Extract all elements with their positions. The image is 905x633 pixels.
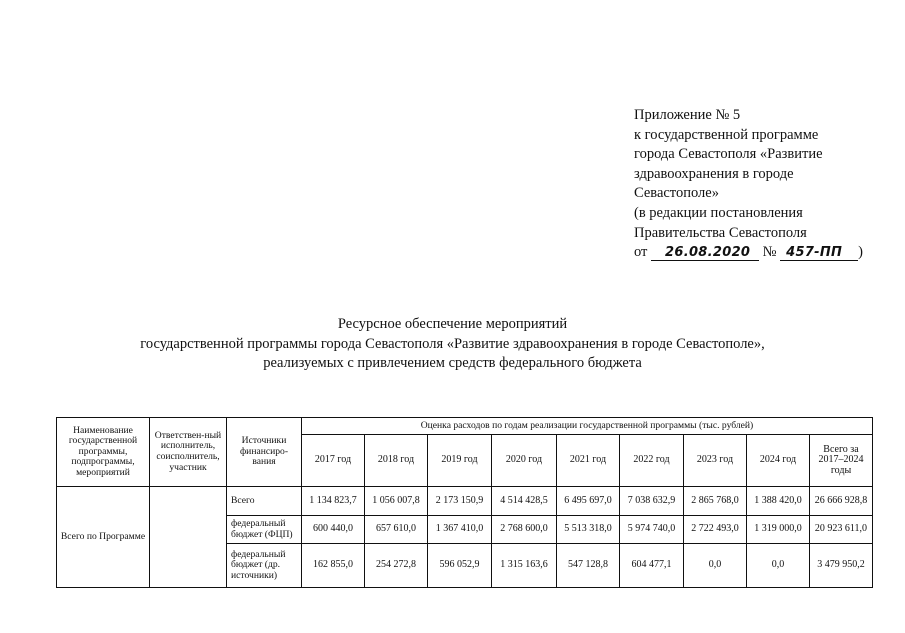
value-cell: 0,0: [747, 544, 810, 588]
header-year: 2019 год: [428, 435, 492, 487]
value-cell: 0,0: [684, 544, 747, 588]
annex-line: здравоохранения в городе: [634, 165, 794, 182]
value-cell: 1 134 823,7: [302, 487, 365, 516]
value-cell: 1 056 007,8: [365, 487, 428, 516]
group-name-cell: Всего по Программе: [57, 487, 150, 588]
value-cell: 1 388 420,0: [747, 487, 810, 516]
number-prefix: №: [762, 244, 777, 261]
header-year: 2017 год: [302, 435, 365, 487]
value-cell: 596 052,9: [428, 544, 492, 588]
table-row: [57, 487, 873, 516]
header-row: [57, 418, 873, 435]
total-cell: 3 479 950,2: [810, 544, 873, 588]
header-year: 2023 год: [684, 435, 747, 487]
value-cell: 5 974 740,0: [620, 516, 684, 544]
source-cell: федеральный бюджет (ФЦП): [227, 516, 302, 544]
title-line: государственной программы города Севастополя «Развитие здравоохранения в городе Севастополе»,: [140, 335, 765, 352]
value-cell: 547 128,8: [557, 544, 620, 588]
value-cell: 2 173 150,9: [428, 487, 492, 516]
annex-line: Правительства Севастополя: [634, 224, 807, 241]
value-cell: 1 319 000,0: [747, 516, 810, 544]
handwritten-number: 457-ПП: [780, 245, 858, 261]
header-total: Всего за 2017–2024 годы: [810, 435, 873, 487]
document-title: [0, 315, 905, 374]
header-executor: Ответствен-ный исполнитель, соисполнитель, участник: [150, 418, 227, 487]
header-year: 2024 год: [747, 435, 810, 487]
annex-line: к государственной программе: [634, 126, 819, 143]
annex-date-line: [634, 243, 863, 263]
annex-line: города Севастополя «Развитие: [634, 146, 823, 163]
header-year: 2018 год: [365, 435, 428, 487]
closing-paren: ): [858, 244, 863, 261]
header-year: 2021 год: [557, 435, 620, 487]
value-cell: 254 272,8: [365, 544, 428, 588]
value-cell: 4 514 428,5: [492, 487, 557, 516]
value-cell: 600 440,0: [302, 516, 365, 544]
source-cell: федеральный бюджет (др. источники): [227, 544, 302, 588]
annex-block: [634, 106, 863, 263]
value-cell: 2 768 600,0: [492, 516, 557, 544]
header-year: 2020 год: [492, 435, 557, 487]
annex-line: Приложение № 5: [634, 107, 741, 123]
value-cell: 2 722 493,0: [684, 516, 747, 544]
value-cell: 5 513 318,0: [557, 516, 620, 544]
group-executor-cell: [150, 487, 227, 588]
source-cell: Всего: [227, 487, 302, 516]
value-cell: 1 367 410,0: [428, 516, 492, 544]
title-line: реализуемых с привлечением средств федерального бюджета: [263, 355, 642, 371]
resource-table: [56, 417, 873, 588]
value-cell: 1 315 163,6: [492, 544, 557, 588]
value-cell: 7 038 632,9: [620, 487, 684, 516]
total-cell: 26 666 928,8: [810, 487, 873, 516]
annex-line: (в редакции постановления: [634, 204, 803, 221]
value-cell: 162 855,0: [302, 544, 365, 588]
date-prefix: от: [634, 244, 648, 261]
header-year: 2022 год: [620, 435, 684, 487]
value-cell: 2 865 768,0: [684, 487, 747, 516]
header-estimate: Оценка расходов по годам реализации государственной программы (тыс. рублей): [302, 418, 873, 435]
header-name: Наименование государственной программы, подпрограммы, мероприятий: [57, 418, 150, 487]
header-sources: Источники финансиро-вания: [227, 418, 302, 487]
value-cell: 657 610,0: [365, 516, 428, 544]
handwritten-date: 26.08.2020: [651, 245, 759, 261]
value-cell: 604 477,1: [620, 544, 684, 588]
annex-line: Севастополе»: [634, 185, 719, 202]
value-cell: 6 495 697,0: [557, 487, 620, 516]
title-line: Ресурсное обеспечение мероприятий: [337, 316, 568, 332]
total-cell: 20 923 611,0: [810, 516, 873, 544]
